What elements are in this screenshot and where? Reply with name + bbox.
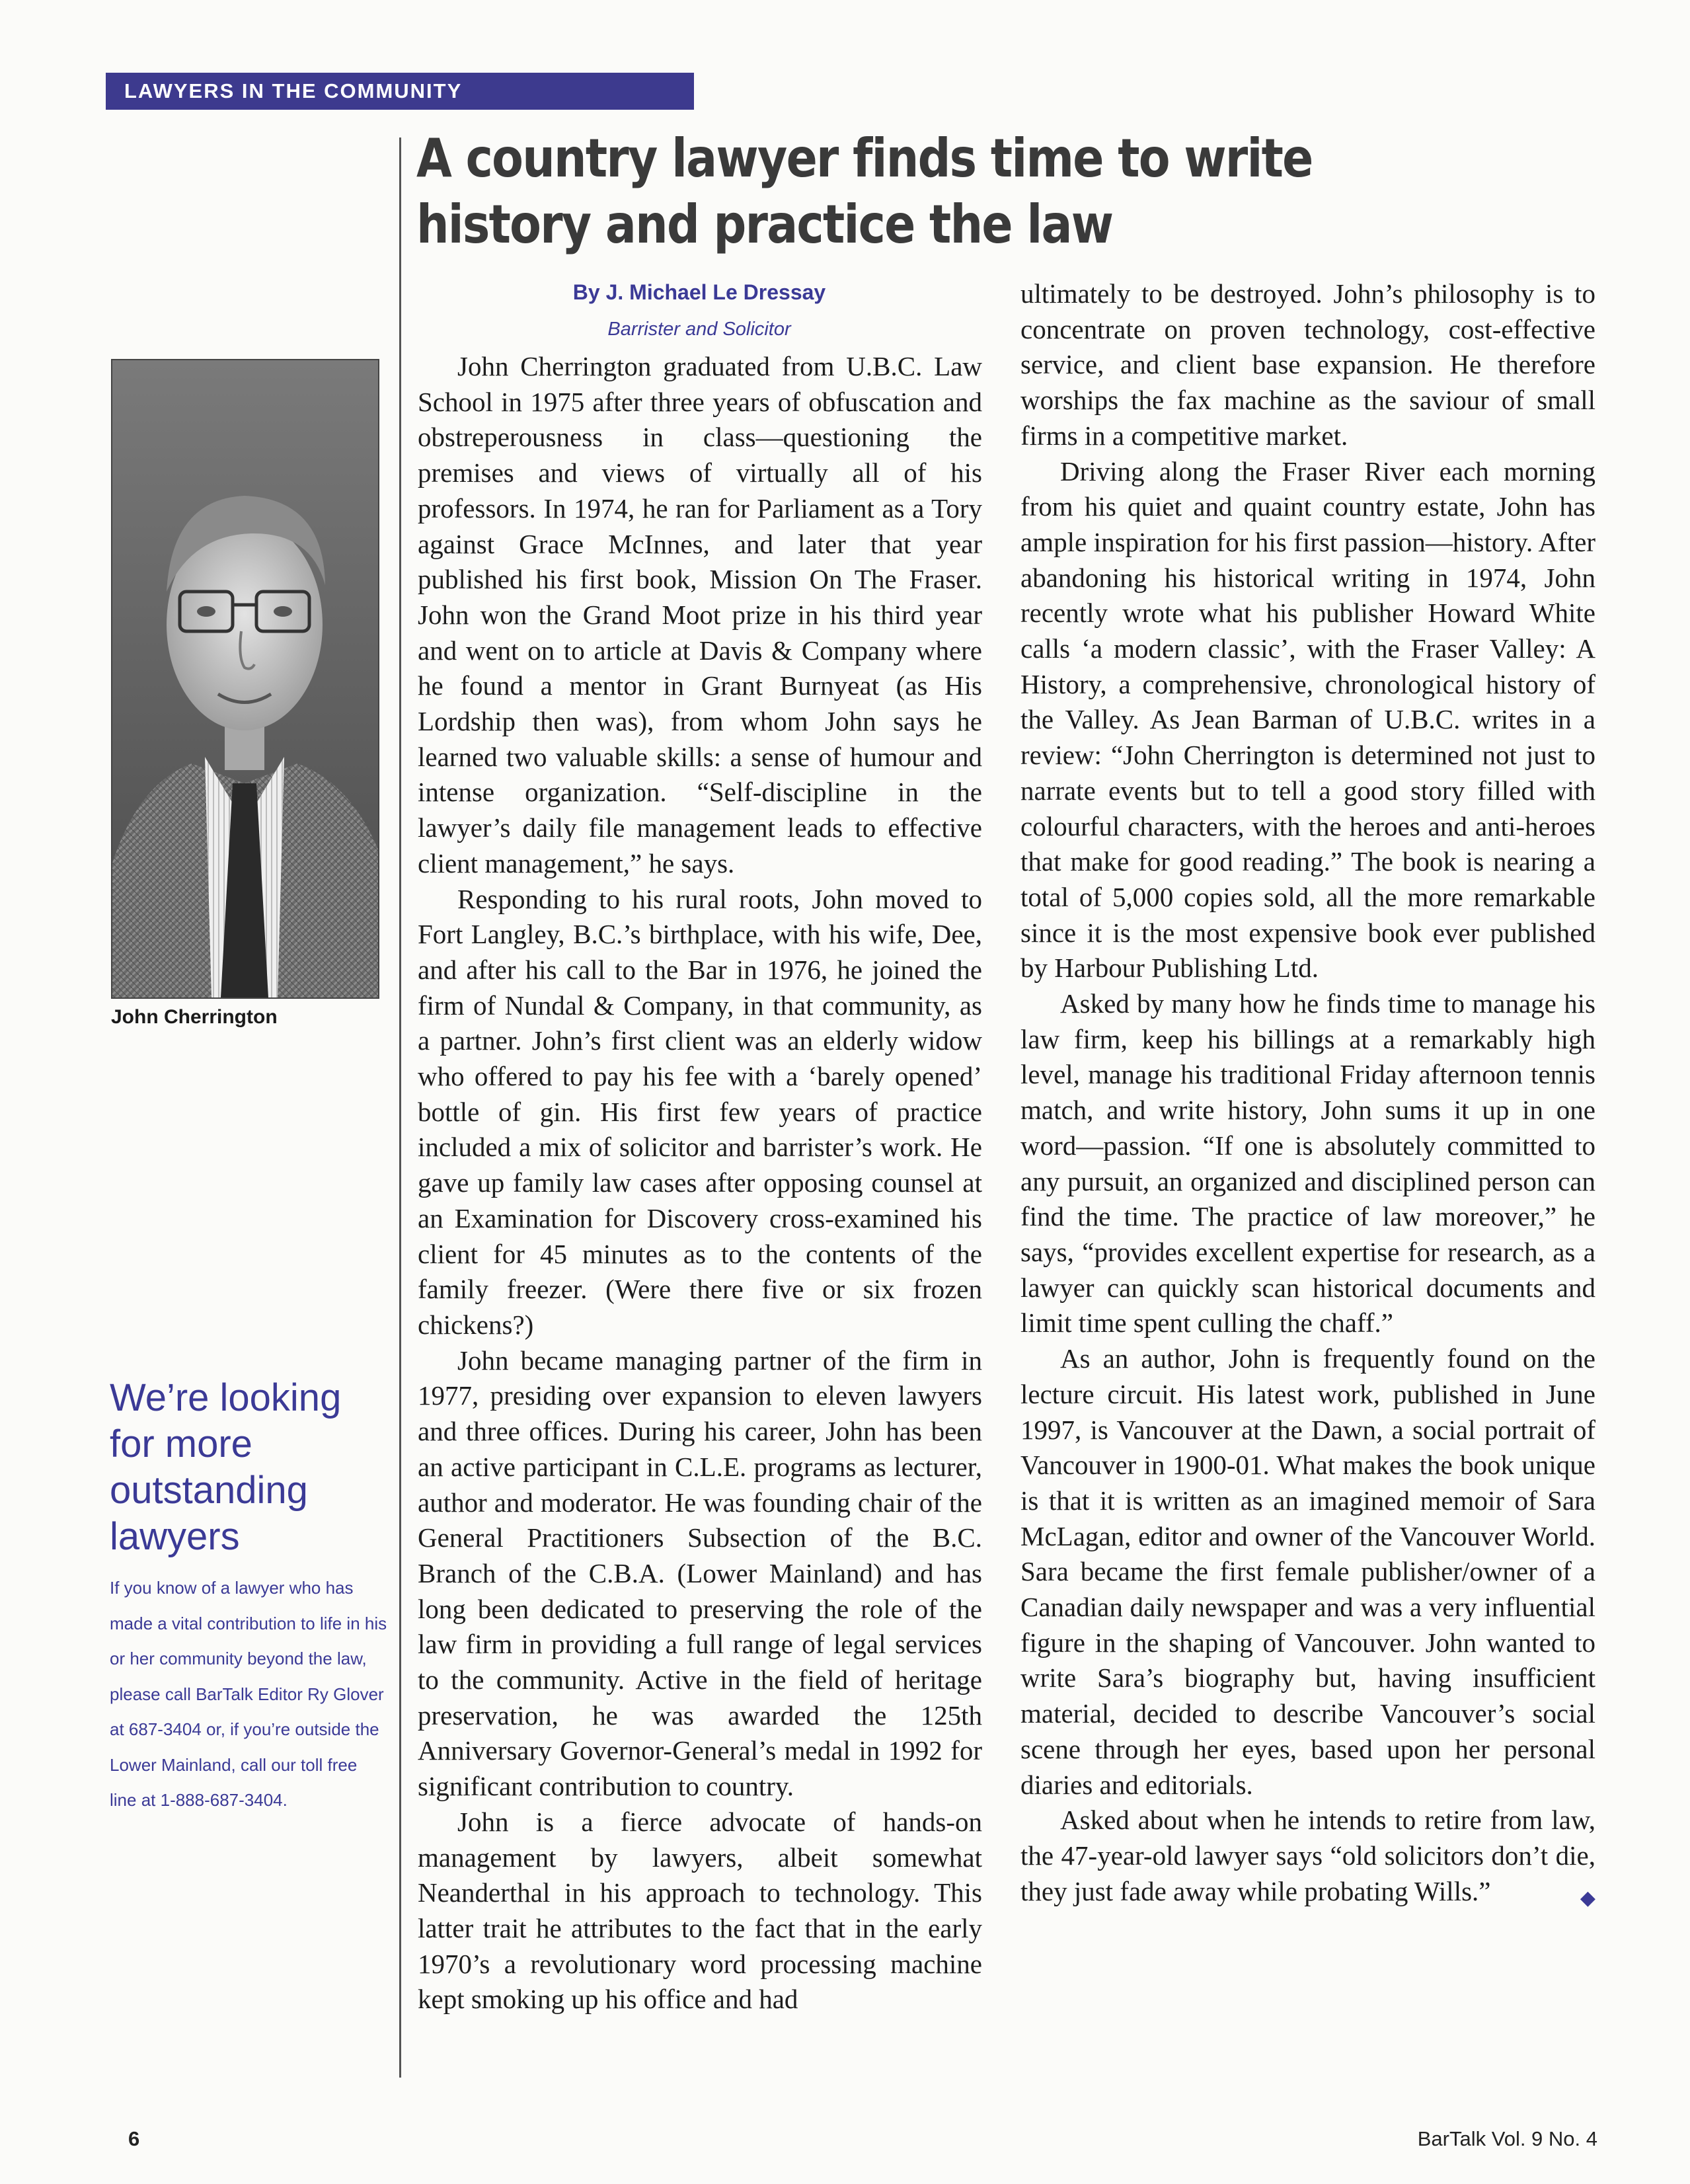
page-title: A country lawyer finds time to write history and practice the law xyxy=(416,128,1313,255)
page-number: 6 xyxy=(128,2127,140,2150)
photo-caption: John Cherrington xyxy=(111,1006,278,1028)
paragraph: John Cherrington graduated from U.B.C. Law School in 1975 after three years of obfuscation and obstreperousness in class—questioning the premises and views of virtually all of his professors. In 1974, he ran for Parliament as a Tory against Grace McInnes, and later that year published his first book, Mission On The Fraser. John won the Grand Moot prize in his third year and went on to article at Davis & Company where he found a mentor in Grant Burnyeat (as His Lordship then was), from whom John says he learned two valuable skills: a sense of humour and intense organization. “Self-discipline in the lawyer’s daily file management leads to effective client management,” he says. xyxy=(418,351,982,878)
promo-box xyxy=(110,1375,387,1818)
paragraph-continuation: ultimately to be destroyed. John’s philosophy is to concentrate on proven technology, cost-effective service, and client base expansion. He therefore worships the fax machine as the saviour of small firms in a competitive market. xyxy=(1020,278,1595,451)
paragraph: Responding to his rural roots, John moved to Fort Langley, B.C.’s birthplace, with his wife, Dee, and after his call to the Bar in 1976, he joined the firm of Nundal & Company, in that community, as a partner. John’s first client was an elderly widow who offered to pay his fee with a ‘barely opened’ bottle of gin. His first few years of practice included a mix of solicitor and barrister’s work. He gave up family law cases after opposing counsel at an Examination for Discovery cross-examined his client for 45 minutes as to the contents of the family freezer. (Were there five or six frozen chickens?) xyxy=(418,883,982,1340)
paragraph: Driving along the Fraser River each morning from his quiet and quaint country estate, John has ample inspiration for his first passion—history. After abandoning his historical writing in 1974, John recently wrote what his publisher Howard White calls ‘a modern classic’, with the Fraser Valley: A History, a comprehensive, chronological history of the Valley. As Jean Barman of U.B.C. writes in a review: “John Cherrington is determined not just to narrate events but to tell a good story filled with colourful characters, with the heroes and anti-heroes that make for good reading.” The book is nearing a total of 5,000 copies sold, all the more remarkable since it is the most expensive book ever published by Harbour Publishing Ltd. xyxy=(1020,455,1595,984)
byline-author: By J. Michael Le Dressay xyxy=(572,280,826,304)
promo-body: If you know of a lawyer who has made a vital contribution to life in his or her community beyond the law, please call BarTalk Editor Ry Glover at 687-3404 or, if you’re outside the Lower Mainland, call our toll free line at 1-888-687-3404. xyxy=(110,1578,387,1810)
article-column-1 xyxy=(418,349,982,2017)
publication-footer: BarTalk Vol. 9 No. 4 xyxy=(1417,2127,1597,2150)
end-mark-icon: ◆ xyxy=(1580,1887,1595,1909)
column-divider xyxy=(399,137,401,2078)
byline-title: Barrister and Solicitor xyxy=(607,319,791,340)
portrait-photo xyxy=(111,359,379,999)
article-column-2 xyxy=(1020,276,1595,1916)
promo-heading: We’re looking for more outstanding lawyers xyxy=(110,1376,342,1558)
section-label: LAWYERS IN THE COMMUNITY xyxy=(106,73,694,110)
paragraph: As an author, John is frequently found on the lecture circuit. His latest work, published in June 1997, is Vancouver at the Dawn, a social portrait of Vancouver in 1900-01. What makes the book unique is that it is written as an imagined memoir of Sara McLagan, editor and owner of the Vancouver World. Sara became the first female publisher/owner of a Canadian daily newspaper and was a very influential figure in the shaping of Vancouver. John wanted to write Sara’s biography but, having insufficient material, decided to describe Vancouver’s social scene through her eyes, based upon her personal diaries and editorials. xyxy=(1020,1343,1595,1800)
paragraph xyxy=(1020,1803,1595,1909)
final-paragraph-text: Asked about when he intends to retire from law, the 47-year-old lawyer says “old solicitors don’t die, they just fade away while probating Wills.” xyxy=(1020,1805,1595,1906)
paragraph: John is a fierce advocate of hands-on management by lawyers, albeit somewhat Neanderthal in his approach to technology. This latter trait he attributes to the fact that in the early 1970’s a revolutionary word processing machine kept smoking up his office and had xyxy=(418,1806,982,2015)
paragraph: John became managing partner of the firm in 1977, presiding over expansion to eleven lawyers and three offices. During his career, John has been an active participant in C.L.E. programs as lecturer, author and moderator. He was founding chair of the General Practitioners Subsection of the B.C. Branch of the C.B.A. (Lower Mainland) and has long been dedicated to preserving the role of the law firm in providing a full range of legal services to the community. Active in the field of heritage preservation, he was awarded the 125th Anniversary Governor-General’s medal in 1992 for significant contribution to country. xyxy=(418,1345,982,1802)
paragraph: Asked by many how he finds time to manage his law firm, keep his billings at a remarkably high level, manage his traditional Friday afternoon tennis match, and write history, John sums it up in one word—passion. “If one is absolutely committed to any pursuit, an organized and disciplined person can find the time. The practice of law moreover,” he says, “provides excellent expertise for research, as a lawyer can quickly scan historical documents and limit time spent culling the chaff.” xyxy=(1020,988,1595,1339)
